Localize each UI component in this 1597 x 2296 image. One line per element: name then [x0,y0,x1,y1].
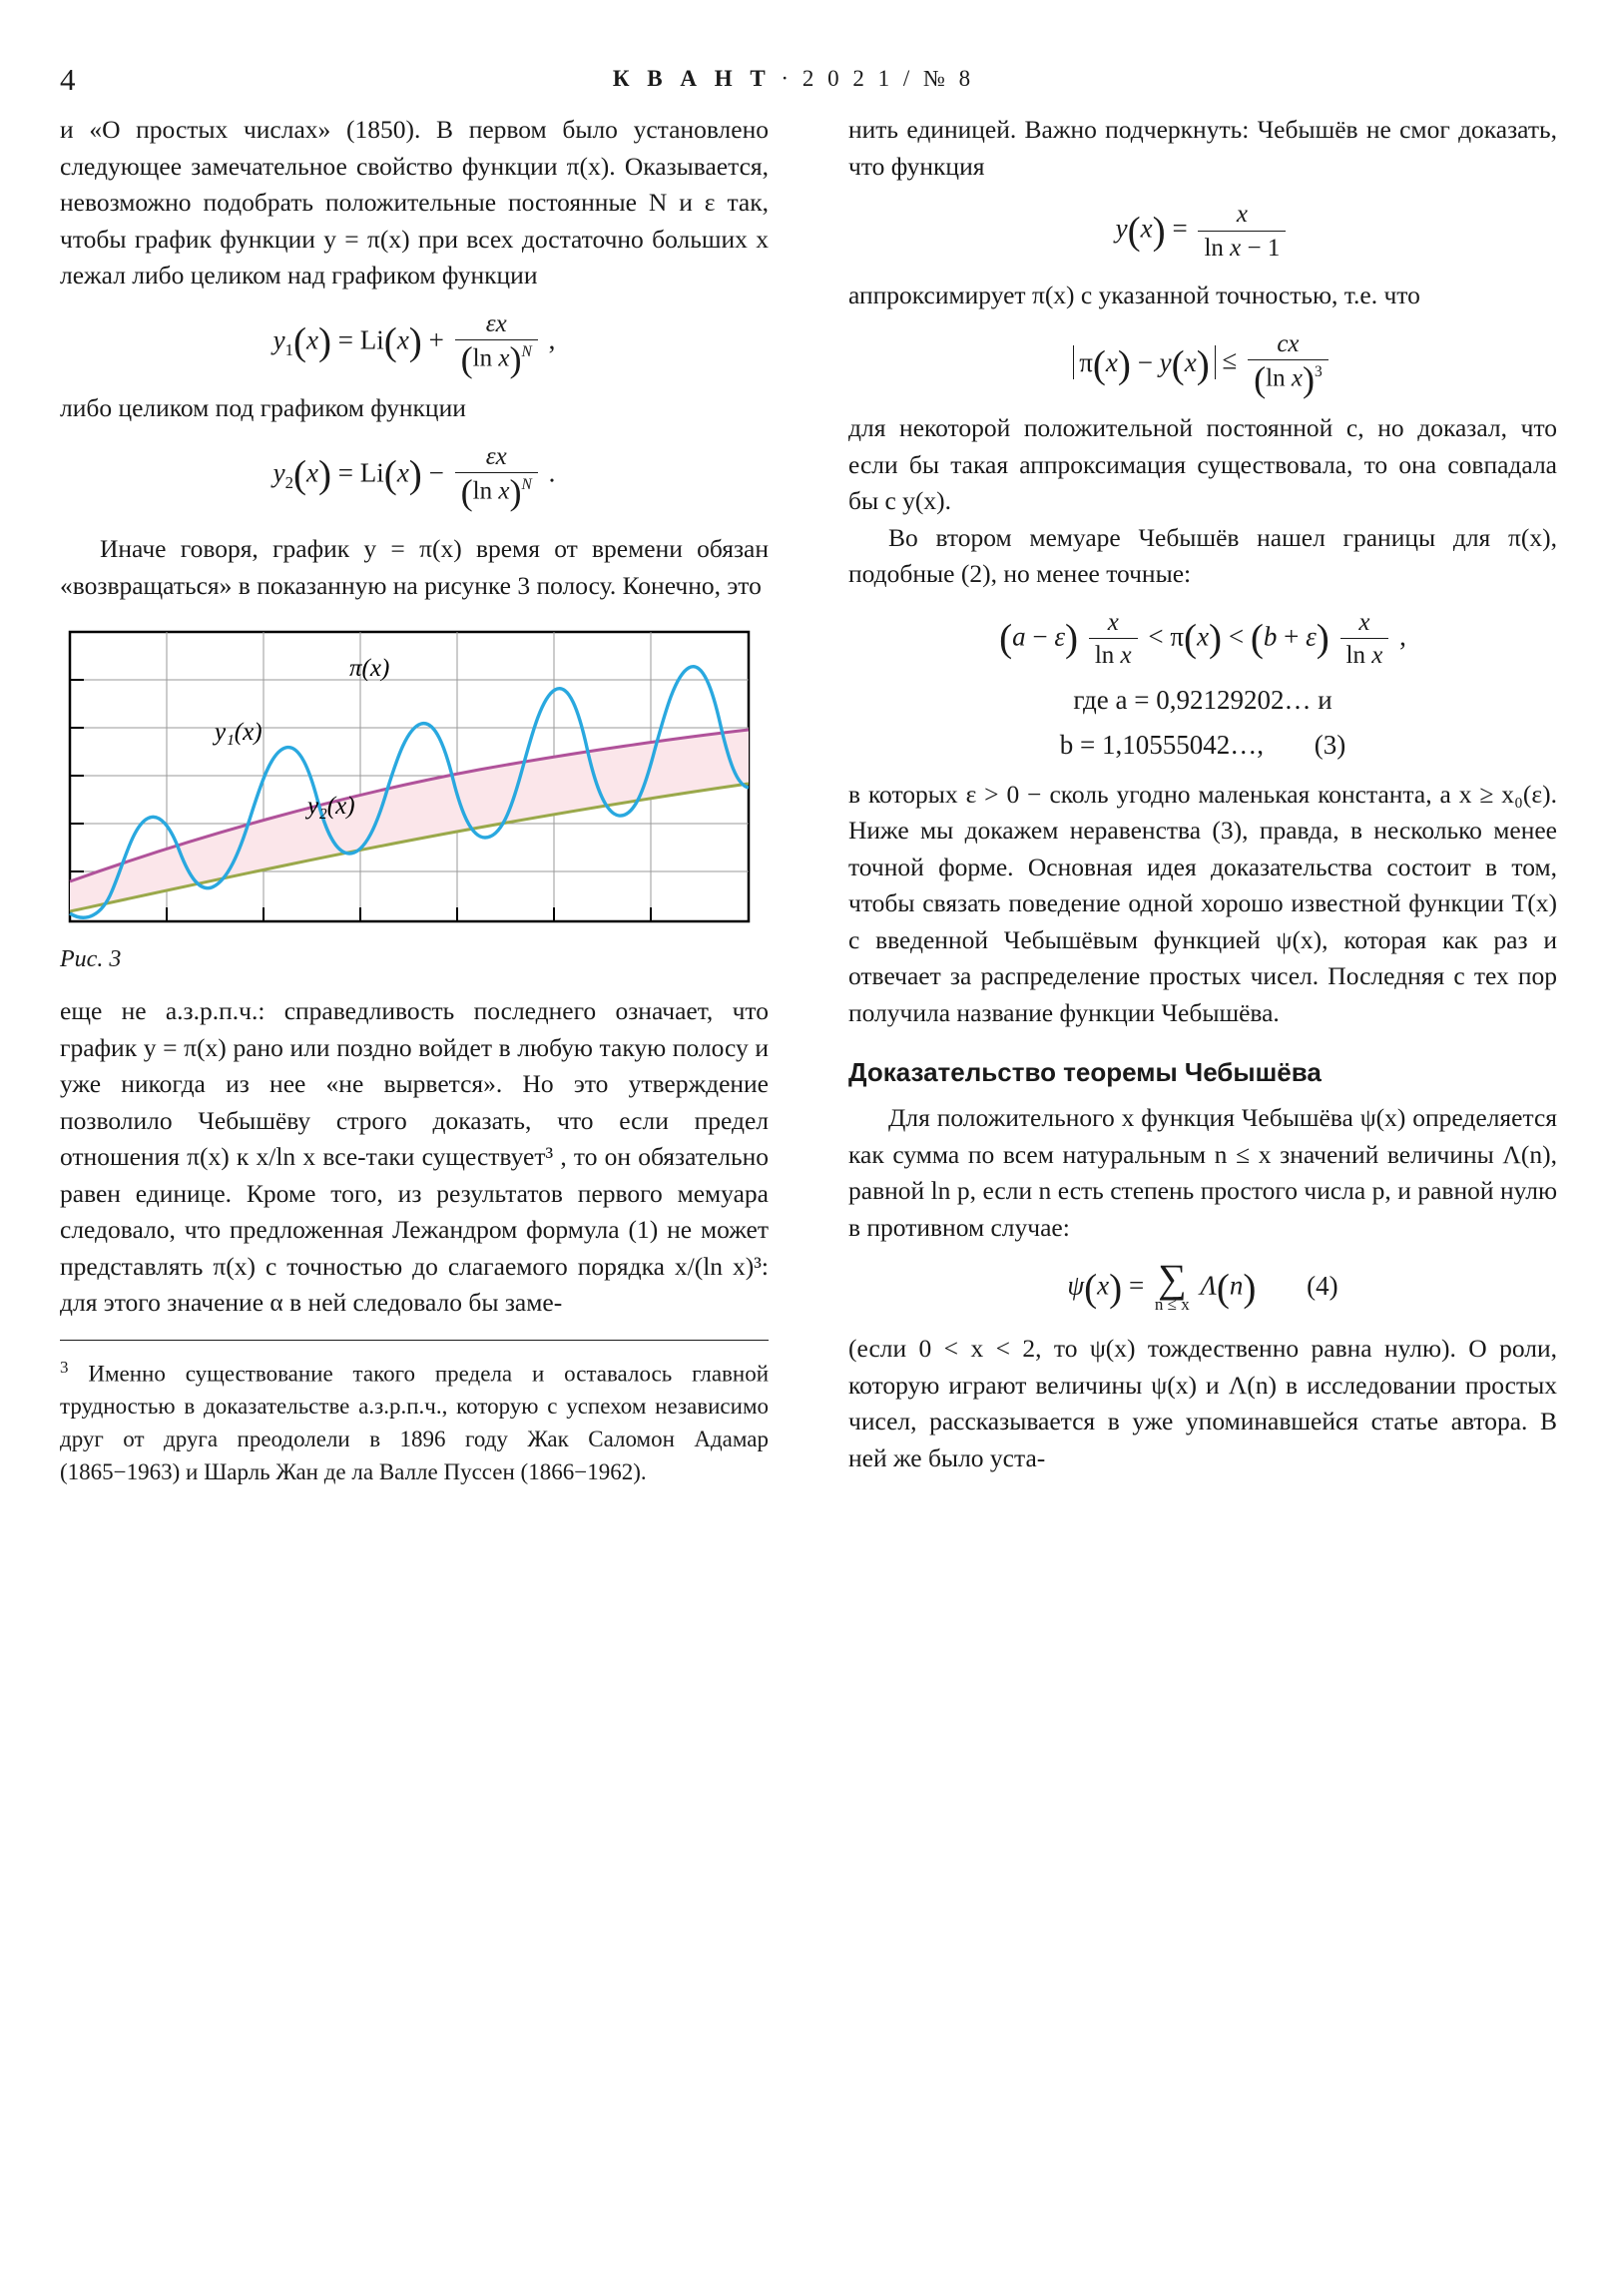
formula-inequality: π(x) − y(x) ≤ $\frac{cx}{(\ln x)^3}$ [848,330,1557,395]
left-paragraph-1: и «О простых числах» (1850). В первом было установлено следующее замечательное свойство функции π(x). Оказывается, невозможно подобрать положительные постоянные N и ε так, чтобы график функции y = π(x) при всех достаточно больших x лежал либо целиком над графиком функции [60,115,769,289]
footnote-divider [60,1340,769,1341]
left-paragraph-4: еще не а.з.р.п.ч.: справедливость последнего означает, что график y = π(x) рано или поздно войдет в любую такую полосу и уже никогда из нее «не вырвется». Но это утверждение позволило Чебышёву строго доказать, что если предел отношения π(x) к x/ln x все-таки существует³ , то он обязательно равен единице. Кроме того, из результатов первого мемуара следовало, что предложенная Лежандром формула (1) не может представлять π(x) с точностью до слагаемого порядка x/(ln x)³: для этого значение α в ней следовало бы заме- [60,996,769,1318]
page-header [60,42,1527,96]
footnote-text: Именно существование такого предела и оставалось главной трудностью в доказательстве а.з.р.п.ч., которую с успехом независимо друг от друга преодолели в 1896 году Жак Саломон Адамар (1865−1963) и Шарль Жан де ла Валле Пуссен (1866−1962). [60,1361,770,1485]
sum-symbol: ∑ [1158,1256,1187,1302]
formula-y2: $y_2(x) = Li(x)$ − $\frac{\varepsilon x}{(\ln x)^N}$ . [272,442,556,513]
sum-subscript: n ≤ x [1154,1295,1190,1315]
constant-b-line [848,731,1557,761]
formula-y1: $y_1(x) = Li(x)$ + $\frac{\varepsilon x}{(\ln x)^N}$ , [272,309,556,380]
formula-y: y(x) = $\frac{x}{\text{ln x − 1}}$ [848,201,1557,262]
figure-label-y2: y₂(x) [307,793,355,821]
right-column [848,112,1557,2248]
section-heading: Доказательство теоремы Чебышёва [848,1057,1322,1088]
figure-label-pi: π(x) [349,655,390,683]
page-number: 4 [60,62,76,97]
right-paragraph-5: в которых ε > 0 − сколь угодно маленькая константа, а x ≥ x₀(ε). Ниже мы докажем неравенства (3), правда, в несколько менее точной форме. Основная идея доказательства состоит в том, чтобы связать поведение одной хорошо известной функции T(x) с введенной Чебышёвым функцией ψ(x), которая как раз и отвечает за распределение простых чисел. Последняя с тех пор получила название функции Чебышёва. [848,779,1557,1027]
two-column-body [60,112,1557,2248]
figure-caption: Рис. 3 [60,946,122,973]
footnote-marker: 3 [60,1357,69,1377]
constant-b-value: b = 1,10555042…, [1059,730,1264,761]
equation-tag-3: (3) [1314,730,1346,761]
formula-psi: ψ(x) = ∑ n ≤ x Λ(n) (4) [1067,1256,1338,1315]
left-paragraph-3: Иначе говоря, график y = π(x) время от времени обязан «возвращаться» в показанную на рисунке 3 полосу. Конечно, это [60,534,769,600]
left-paragraph-2: либо целиком под графиком функции [60,393,466,423]
right-paragraph-2: аппроксимирует π(x) с указанной точностью, т.е. что [848,281,1420,309]
right-paragraph-4: Во втором мемуаре Чебышёв нашел границы для π(x), подобные (2), но менее точные: [848,522,1557,589]
running-head [60,66,1527,92]
issue-label: 2 0 2 1 / № 8 [801,66,975,91]
figure-label-y1: y₁(x) [215,719,263,747]
right-paragraph-1: нить единицей. Важно подчеркнуть: Чебышёв не смог доказать, что функция [848,115,1557,181]
constant-a-line: где a = 0,92129202… и [1073,684,1332,715]
footnote [60,1351,769,1489]
figure-3 [60,624,769,973]
right-paragraph-7: (если 0 < x < 2, то ψ(x) тождественно равна нулю). О роли, которую играют величины ψ(x) и Λ(n) в исследовании простых чисел, рассказывается в уже упоминавшейся статье автора. В ней же было уста- [848,1334,1557,1472]
equation-tag-4: (4) [1307,1271,1338,1302]
header-separator: · [781,66,794,91]
figure-3-plot [60,624,759,933]
right-paragraph-3: для некоторой положительной постоянной c, но доказал, что если бы такая аппроксимация существовала, то она совпадала бы с y(x). [848,413,1557,516]
left-column [60,112,769,2248]
right-paragraph-6: Для положительного x функция Чебышёва ψ(x) определяется как сумма по всем натуральным n ≤ x значений величины Λ(n), равной ln p, если n есть степень простого числа p, и равной нулю в противном случае: [848,1103,1557,1242]
formula-bounds: (a − ε) $\frac{x}{\text{ln x}}$ < π(x) < (b + ε) $\frac{x}{\text{ln x}}$ , [999,608,1406,670]
journal-name: К В А Н Т [612,66,772,91]
